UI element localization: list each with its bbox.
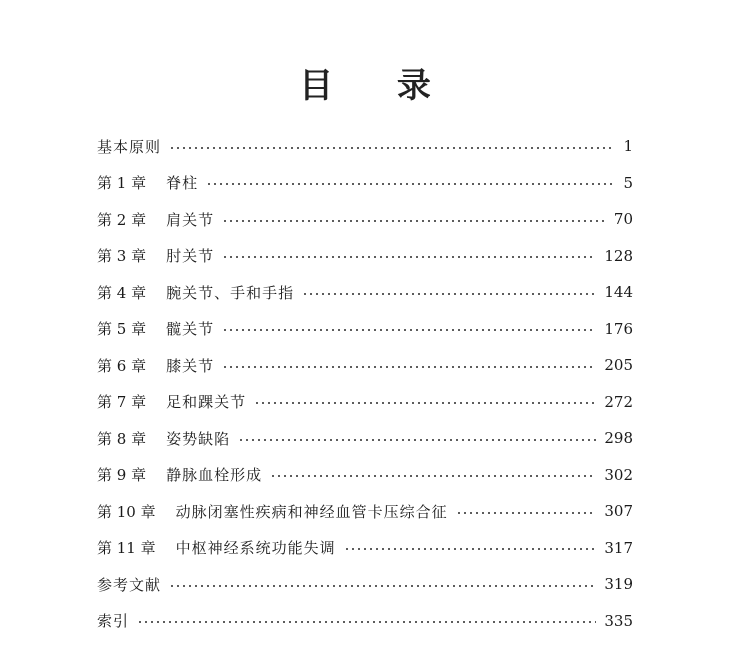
- dot-leader: [270, 475, 596, 477]
- dot-leader: [169, 585, 596, 587]
- toc-entry-chapter-6[interactable]: [97, 347, 633, 384]
- toc-entry-chapter-3[interactable]: [97, 238, 633, 275]
- toc-entry-title: 姿势缺陷: [166, 429, 231, 448]
- toc-entry-page: 302: [604, 465, 633, 484]
- toc-entry-chapter-1[interactable]: [97, 165, 633, 202]
- toc-entry-chapter: 第 2 章: [97, 210, 147, 229]
- toc-entry-chapter-5[interactable]: [97, 311, 633, 348]
- toc-entry-page: 335: [604, 611, 633, 630]
- toc-entry-chapter: 第 10 章: [97, 502, 156, 521]
- dot-leader: [222, 366, 596, 368]
- toc-entry-chapter: 第 6 章: [97, 356, 147, 375]
- page-title: 目 录: [299, 65, 457, 106]
- toc-entry-title: 索引: [97, 612, 130, 631]
- toc-entry-chapter: 第 8 章: [97, 429, 147, 448]
- toc-entry-page: 319: [604, 575, 633, 594]
- toc-entry-page: 5: [623, 173, 633, 192]
- toc-entry-title: 足和踝关节: [166, 393, 247, 412]
- toc-entry-chapter-2[interactable]: [97, 201, 633, 238]
- toc-entry-page: 272: [604, 392, 633, 411]
- dot-leader: [344, 548, 597, 550]
- toc-entry-title: 静脉血栓形成: [166, 466, 263, 485]
- dot-leader: [222, 220, 606, 222]
- toc-entry-title: 腕关节、手和手指: [166, 283, 295, 302]
- dot-leader: [238, 439, 596, 441]
- toc-entry-page: 317: [604, 538, 633, 557]
- dot-leader: [222, 329, 596, 331]
- toc-entry-title: 参考文献: [97, 575, 162, 594]
- toc-entry-title: 基本原则: [97, 137, 162, 156]
- dot-leader: [169, 147, 615, 149]
- toc-entry-title: 动脉闭塞性疾病和神经血管卡压综合征: [175, 502, 448, 521]
- toc-entry-index[interactable]: [97, 603, 633, 640]
- toc-entry-page: 176: [604, 319, 633, 338]
- dot-leader: [254, 402, 596, 404]
- toc-entry-title: 肘关节: [166, 247, 215, 266]
- toc-entry-page: 70: [613, 210, 633, 229]
- dot-leader: [302, 293, 596, 295]
- toc-entry-chapter: 第 9 章: [97, 466, 147, 485]
- toc-entry-title: 脊柱: [166, 174, 199, 193]
- toc-entry-chapter: 第 11 章: [97, 539, 156, 558]
- toc-entry-page: 298: [604, 429, 633, 448]
- toc-entry-chapter: 第 1 章: [97, 174, 147, 193]
- dot-leader: [456, 512, 597, 514]
- toc-entry-chapter-4[interactable]: [97, 274, 633, 311]
- toc-entry-chapter-7[interactable]: [97, 384, 633, 421]
- toc-entry-page: 144: [604, 283, 633, 302]
- toc-entry-chapter-8[interactable]: [97, 420, 633, 457]
- toc-entry-basic-principles[interactable]: [97, 128, 633, 165]
- toc-entry-chapter: 第 4 章: [97, 283, 147, 302]
- toc-entry-page: 307: [604, 502, 633, 521]
- toc-entry-page: 205: [604, 356, 633, 375]
- toc-entry-chapter-11[interactable]: [97, 530, 633, 567]
- toc-entry-references[interactable]: [97, 566, 633, 603]
- toc-entry-chapter-9[interactable]: [97, 457, 633, 494]
- toc-entry-chapter: 第 3 章: [97, 247, 147, 266]
- toc-entry-chapter-10[interactable]: [97, 493, 633, 530]
- toc-entry-chapter: 第 5 章: [97, 320, 147, 339]
- table-of-contents: [97, 128, 633, 639]
- dot-leader: [222, 256, 596, 258]
- toc-entry-chapter: 第 7 章: [97, 393, 147, 412]
- toc-entry-title: 髋关节: [166, 320, 215, 339]
- dot-leader: [206, 183, 615, 185]
- toc-entry-title: 膝关节: [166, 356, 215, 375]
- toc-entry-title: 肩关节: [166, 210, 215, 229]
- toc-entry-page: 1: [623, 137, 633, 156]
- toc-entry-title: 中枢神经系统功能失调: [175, 539, 336, 558]
- toc-entry-page: 128: [604, 246, 633, 265]
- dot-leader: [137, 621, 596, 623]
